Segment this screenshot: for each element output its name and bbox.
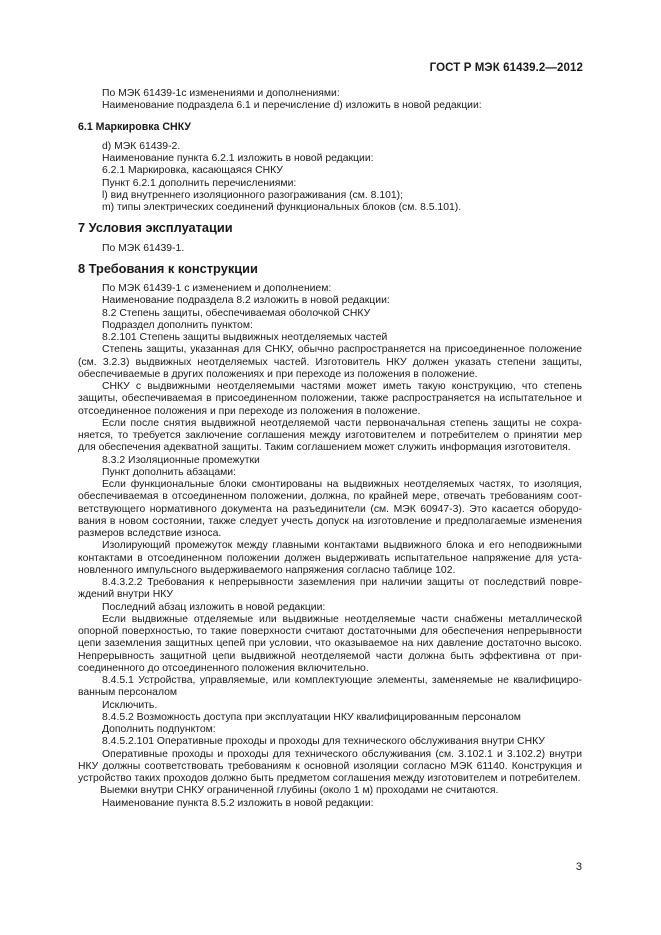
paragraph: Степень защиты, указанная для СНКУ, обычно распространяется на присоединенное положение (см. 3.2.3) выдвижных неотделяемых частей. Изготовитель НКУ должен указать степени защиты, обеспечиваемые в других положениях и при переходе из положения в положение. (78, 344, 582, 380)
paragraph: 8.2.101 Степень защиты выдвижных неотделяемых частей (102, 332, 388, 343)
paragraph: Если после снятия выдвижной неотделяемой части первоначальная степень защиты не сохраняется, то требуется заключение соглашения между изготовителем и потребителем о принятии мер для обеспечения адекватной защиты. Таким соглашением может служить информация изготовителя. (78, 417, 582, 454)
paragraph: 8.4.5.1 Устройства, управляемые, или комплектующие элементы, заменяемые не квалифицированным персоналом (78, 675, 582, 699)
paragraph: По МЭК 61439-1с изменениями и дополнениями: (102, 88, 340, 99)
paragraph: Последний абзац изложить в новой редакции: (102, 601, 326, 613)
paragraph: 6.2.1 Маркировка, касающаяся СНКУ (102, 165, 283, 177)
paragraph: l) вид внутреннего изоляционного разограживания (см. 8.101); (102, 189, 404, 201)
paragraph: Наименование пункта 6.2.1 изложить в новой редакции: (102, 153, 374, 164)
paragraph: 8.4.5.2.101 Оперативные проходы и проходы для технического обслуживания внутри СНКУ (102, 736, 545, 748)
paragraph: Если функциональные блоки смонтированы на выдвижных неотделяемых частях, то изоляция, обеспечиваемая в отсоединенном положении, должна, по крайней мере, отвечать требованиям соответствующего нормативного документа на разъединители (см. МЭК 60947-3). Это касается оборудования в новом состоянии, также следует учесть допуск на изготовление и предполагаемые изменения размеров вследствие износа. (78, 479, 582, 539)
paragraph: 8.4.5.2 Возможность доступа при эксплуатации НКУ квалифицированным персоналом (102, 711, 521, 723)
paragraph: 8.4.3.2.2 Требования к непрерывности заземления при наличии защиты от последствий повреждений внутри НКУ (78, 577, 582, 601)
paragraph: d) МЭК 61439-2. (102, 140, 181, 152)
paragraph: Подраздел дополнить пунктом: (102, 319, 253, 331)
section-heading-7: 7 Условия эксплуатации (78, 220, 233, 236)
paragraph: СНКУ с выдвижными неотделяемыми частями может иметь такую конструкцию, что степень защиты, обеспечиваемая в присоединенном положении, также распространяется на испытательное и отсоединенное положения и при переходе из положения в положение. (78, 381, 582, 417)
paragraph: 8.3.2 Изоляционные промежутки (102, 454, 260, 466)
paragraph: Наименование подраздела 6.1 и перечисление d) изложить в новой редакции: (102, 100, 482, 112)
paragraph: Пункт дополнить абзацами: (102, 466, 237, 478)
paragraph: Наименование пункта 8.5.2 изложить в новой редакции: (102, 797, 374, 809)
paragraph: Оперативные проходы и проходы для технического обслуживания (см. 3.102.1 и 3.102.2) внутри НКУ должны соответствовать требованиям к основной изоляции согласно МЭК 61140. Конструкция и устройство таких проходов должно быть предметом соглашения между изготовителем и потребителем. (78, 748, 582, 784)
paragraph: Выемки внутри СНКУ ограниченной глубины (около 1 м) проходами не считаются. (100, 785, 499, 797)
paragraph: По МЭК 61439-1. (102, 242, 185, 254)
page-number: 3 (575, 861, 582, 873)
paragraph: Изолирующий промежуток между главными контактами выдвижного блока и его неподвижными контактами в отсоединенном положении должен выдерживать испытательное напряжение для установленного импульсного выдерживаемого напряжения согласно таблице 102. (78, 540, 582, 576)
subsection-heading-6-1: 6.1 Маркировка СНКУ (78, 120, 192, 133)
paragraph: Если выдвижные отделяемые или выдвижные неотделяемые части снабжены металлической опорной поверхностью, то такие поверхности считают достаточными для обеспечения непрерывности цепи заземления защитных цепей при условии, что оказываемое на них давление достаточно высоко. Непрерывность защитной цепи выдвижной неотделяемой части должна быть эффективна от присоединенного до отсоединенного положения включительно. (78, 613, 582, 674)
paragraph: m) типы электрических соединений функциональных блоков (см. 8.5.101). (102, 202, 462, 213)
page-header-standard: ГОСТ Р МЭК 61439.2—2012 (429, 62, 583, 74)
paragraph: Дополнить подпунктом: (102, 724, 216, 735)
document-body (78, 88, 582, 810)
section-heading-8: 8 Требования к конструкции (78, 260, 258, 276)
paragraph: По МЭК 61439-1 с изменением и дополнением: (102, 283, 332, 294)
paragraph: Наименование подраздела 8.2 изложить в новой редакции: (102, 295, 390, 307)
paragraph: 8.2 Степень защиты, обеспечиваемая оболочкой СНКУ (102, 307, 371, 319)
paragraph: Пункт 6.2.1 дополнить перечислениями: (102, 177, 297, 189)
paragraph: Исключить. (102, 699, 158, 711)
